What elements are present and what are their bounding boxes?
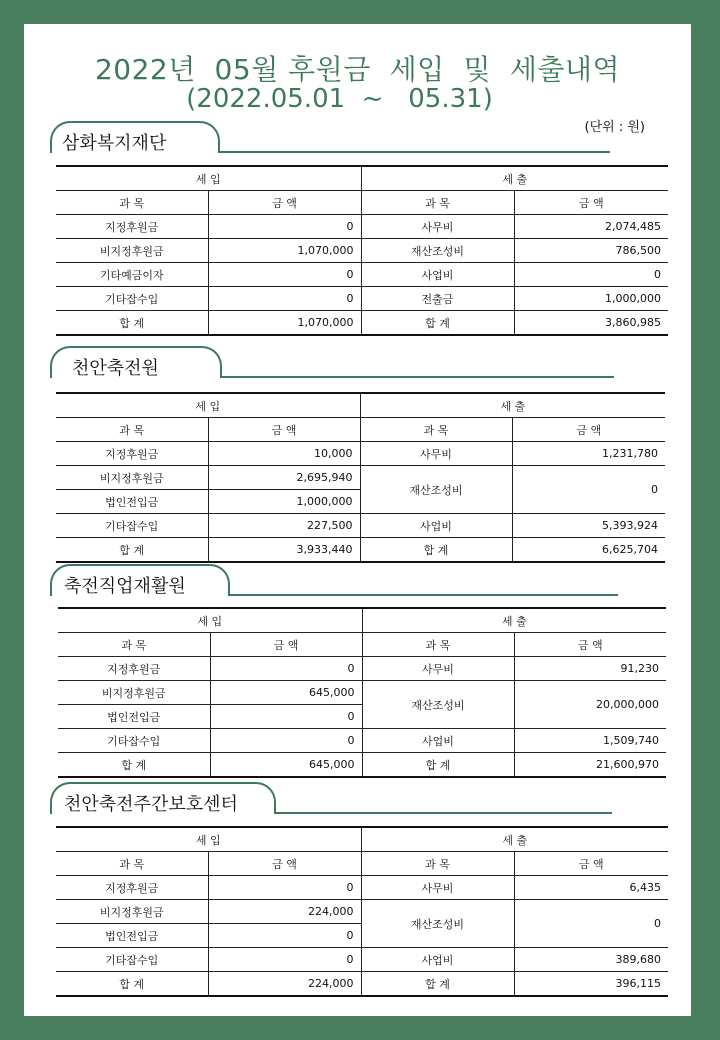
report-period: (2022.05.01 ~ 05.31) (186, 84, 493, 114)
expense-item: 사무비 (360, 442, 512, 466)
section-underline (218, 151, 610, 153)
income-amount: 0 (208, 287, 361, 311)
expense-item: 전출금 (361, 287, 514, 311)
income-header: 세 입 (56, 393, 360, 418)
income-item: 법인전입금 (58, 705, 210, 729)
income-amount: 0 (208, 263, 361, 287)
income-amount: 10,000 (208, 442, 360, 466)
income-item: 법인전입금 (56, 924, 208, 948)
income-item: 법인전입금 (56, 490, 208, 514)
income-item: 기타잡수입 (56, 514, 208, 538)
col-amount: 금 액 (514, 852, 668, 876)
expense-item: 사업비 (360, 514, 512, 538)
total-row (58, 753, 666, 778)
income-amount: 0 (210, 729, 362, 753)
expense-total-label: 합 계 (362, 753, 514, 778)
section-title: 삼화복지재단 (62, 133, 167, 154)
table-row (56, 287, 668, 311)
income-header: 세 입 (58, 608, 362, 633)
ledger-table (56, 165, 668, 336)
income-amount: 1,000,000 (208, 490, 360, 514)
expense-header: 세 출 (360, 393, 665, 418)
section-title: 천안축전원 (72, 358, 159, 379)
total-row (56, 311, 668, 336)
expense-total: 21,600,970 (514, 753, 666, 778)
col-amount: 금 액 (514, 191, 668, 215)
report-title: 2022년 05월 후원금 세입 및 세출내역 (94, 53, 621, 86)
income-amount: 0 (210, 657, 362, 681)
section-underline (220, 376, 614, 378)
income-item: 비지정후원금 (56, 239, 208, 263)
table-row (56, 239, 668, 263)
expense-item: 사업비 (362, 729, 514, 753)
income-item: 지정후원금 (56, 215, 208, 239)
expense-amount: 1,509,740 (514, 729, 666, 753)
ledger-table (56, 392, 665, 563)
income-total-label: 합 계 (58, 753, 210, 778)
table-row (56, 466, 665, 490)
col-item: 과 목 (58, 633, 210, 657)
col-item: 과 목 (361, 191, 514, 215)
section-cheonan-chukjeon (24, 346, 691, 561)
expense-total-label: 합 계 (361, 311, 514, 336)
income-total: 224,000 (208, 972, 361, 997)
table-row (58, 657, 666, 681)
expense-amount: 2,074,485 (514, 215, 668, 239)
ledger-table (58, 607, 666, 778)
expense-total: 3,860,985 (514, 311, 668, 336)
income-item: 기타잡수입 (58, 729, 210, 753)
expense-amount: 1,000,000 (514, 287, 668, 311)
col-amount: 금 액 (514, 633, 666, 657)
col-amount: 금 액 (208, 418, 360, 442)
income-total-label: 합 계 (56, 311, 208, 336)
col-item: 과 목 (56, 852, 208, 876)
col-item: 과 목 (56, 418, 208, 442)
income-item: 비지정후원금 (58, 681, 210, 705)
income-header: 세 입 (56, 827, 361, 852)
income-amount: 0 (208, 924, 361, 948)
expense-item: 사무비 (361, 876, 514, 900)
expense-item: 재산조성비 (362, 681, 514, 729)
total-row (56, 538, 665, 563)
expense-amount: 6,435 (514, 876, 668, 900)
income-amount: 0 (208, 948, 361, 972)
income-amount: 224,000 (208, 900, 361, 924)
table-row (56, 900, 668, 924)
section-title: 축전직업재활원 (64, 576, 186, 597)
expense-amount: 0 (512, 466, 665, 514)
section-underline (274, 812, 612, 814)
expense-item: 사업비 (361, 263, 514, 287)
expense-total: 6,625,704 (512, 538, 665, 563)
income-item: 지정후원금 (56, 442, 208, 466)
income-amount: 0 (208, 876, 361, 900)
income-item: 지정후원금 (56, 876, 208, 900)
expense-header: 세 출 (361, 827, 668, 852)
ledger-table (56, 826, 668, 997)
income-total: 3,933,440 (208, 538, 360, 563)
expense-amount: 5,393,924 (512, 514, 665, 538)
col-item: 과 목 (361, 852, 514, 876)
total-row (56, 972, 668, 997)
expense-item: 사업비 (361, 948, 514, 972)
expense-item: 사무비 (362, 657, 514, 681)
expense-item: 재산조성비 (361, 239, 514, 263)
col-amount: 금 액 (208, 191, 361, 215)
table-row (56, 948, 668, 972)
income-total-label: 합 계 (56, 972, 208, 997)
col-amount: 금 액 (512, 418, 665, 442)
income-amount: 0 (210, 705, 362, 729)
col-amount: 금 액 (208, 852, 361, 876)
expense-amount: 20,000,000 (514, 681, 666, 729)
expense-item: 재산조성비 (360, 466, 512, 514)
income-total-label: 합 계 (56, 538, 208, 563)
income-amount: 645,000 (210, 681, 362, 705)
expense-header: 세 출 (362, 608, 666, 633)
expense-amount: 786,500 (514, 239, 668, 263)
income-item: 지정후원금 (58, 657, 210, 681)
income-item: 기타예금이자 (56, 263, 208, 287)
document-page (24, 24, 691, 1016)
income-amount: 1,070,000 (208, 239, 361, 263)
table-row (58, 729, 666, 753)
table-row (56, 442, 665, 466)
table-row (58, 681, 666, 705)
expense-total: 396,115 (514, 972, 668, 997)
expense-amount: 0 (514, 263, 668, 287)
expense-amount: 389,680 (514, 948, 668, 972)
unit-label: (단위 : 원) (584, 120, 645, 135)
expense-header: 세 출 (361, 166, 668, 191)
expense-amount: 0 (514, 900, 668, 948)
income-amount: 227,500 (208, 514, 360, 538)
income-header: 세 입 (56, 166, 361, 191)
expense-item: 사무비 (361, 215, 514, 239)
expense-total-label: 합 계 (361, 972, 514, 997)
section-cheonan-daycare (24, 782, 691, 1007)
income-item: 비지정후원금 (56, 900, 208, 924)
expense-total-label: 합 계 (360, 538, 512, 563)
expense-amount: 91,230 (514, 657, 666, 681)
income-item: 기타잡수입 (56, 948, 208, 972)
col-amount: 금 액 (210, 633, 362, 657)
table-row (56, 514, 665, 538)
section-samhwa (24, 121, 691, 341)
income-amount: 2,695,940 (208, 466, 360, 490)
section-chukjeon-vocational (24, 564, 691, 779)
expense-item: 재산조성비 (361, 900, 514, 948)
income-item: 기타잡수입 (56, 287, 208, 311)
section-underline (228, 594, 618, 596)
table-row (56, 876, 668, 900)
table-row (56, 215, 668, 239)
table-row (56, 263, 668, 287)
col-item: 과 목 (56, 191, 208, 215)
col-item: 과 목 (362, 633, 514, 657)
expense-amount: 1,231,780 (512, 442, 665, 466)
income-item: 비지정후원금 (56, 466, 208, 490)
income-total: 1,070,000 (208, 311, 361, 336)
section-title: 천안축전주간보호센터 (64, 794, 238, 815)
income-amount: 0 (208, 215, 361, 239)
col-item: 과 목 (360, 418, 512, 442)
income-total: 645,000 (210, 753, 362, 778)
